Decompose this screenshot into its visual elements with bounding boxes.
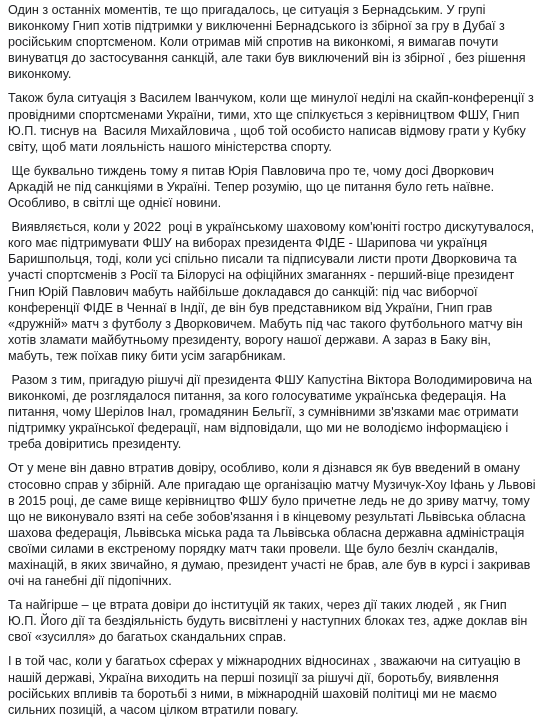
paragraph-fide-elections: Виявляється, коли у 2022 році в українському шаховому ком'юніті гостро дискутувалося, кого має підтримувати ФШУ на виборах президента ФІДЕ - Шарипова чи українця Баришпольця, тоді, коли усі спільно писали та підписували листи проти Дворковича та участі спортсменів з Росії та Білорусі на офіційних змаганнях - перший-віце президент Гнип Юрій Павлович мабуть найбільше докладався до санкцій: під час виборчої конференції ФІДЕ в Ченнаї в Індії, де він був представником від України, Гнип грав «дружній» матч з футболу з Дворковичем. Мабуть під час такого футбольного матчу він хотів зламати майбутньому президенту, ворогу нашої держави. А зараз в Баку він, мабуть, теж поїхав пику бити усім загарбникам. (8, 220, 538, 363)
paragraph-institutions: Та найгірше – це втрата довіри до інституцій як таких, через дії таких людей , як Гнип Ю.П. Його дії та бездіяльність будуть висвітлені у наступних блоках тез, адже доклав він свої «зусилля» до багатьох скандальних справ. (8, 598, 531, 645)
post-body (8, 2, 540, 726)
paragraph-ivanchuk: Також була ситуація з Василем Іванчуком, коли ще минулої неділі на скайп-конференції з провідними спортсменами України, тими, хто ще спілкується з керівництвом ФШУ, Гнип Ю.П. тиснув на Василя Михайловича , щоб той особисто написав відмову грати у Кубку світу, щоб мати лояльність нашого міністерства спорту. (8, 91, 538, 154)
paragraph-bernadsky: Один з останніх моментів, те що пригадалось, це ситуація з Бернадським. У групі виконкому Гнип хотів підтримки у виключенні Бернадського із збірної за гру в Дубаї з російським спортсменом. Коли отримав мій спротив на виконкомі, я вимагав почути винуватця до застосування санкцій, але таки був виключений він із збірної , без рішення виконкому. (8, 3, 530, 82)
paragraph-kapustin: Разом з тим, пригадую рішучі дії президента ФШУ Капустіна Віктора Володимировича на виконкомі, де розглядалося питання, за кого голосуватиме українська федерація. На питання, чому Шерілов Інал, громадянин Бельгії, з сумнівними зв'язками має отримати підтримку української федерації, нам відповідали, що ми не володіємо інформацією і треба довіритись президенту. (8, 372, 536, 452)
paragraph-lost-trust: От у мене він давно втратив довіру, особливо, коли я дізнався як був введений в оману стосовно справ у збірній. Але пригадаю ще організацію матчу Музичук-Хоу Іфань у Львові в 2015 році, де саме вище керівництво ФШУ було причетне ледь не до зриву матчу, тому що не виконувало взяті на себе зобов'язання і в кінцевому результаті Львівська обласна шахова федерація, Львівська міська рада та Львівська обласна державна адміністрація своїми силами в екстреному порядку матч таки провели. Ще було безліч скандалів, махінацій, в яких звичайно, я думаю, президент участі не брав, але був в курсі і закривав очі на ганебні дії підопічних. (8, 461, 540, 589)
paragraph-international: І в той час, коли у багатьох сферах у міжнародних відносинах , зважаючи на ситуацію в нашій державі, Україна виходить на перші позиції за рішучі дії, боротьбу, виявлення російських впливів та боротьбі з ними, в міжнародній шаховій політиці ми не маємо сильних позицій, а часом цілком втратили повагу. (8, 654, 525, 717)
paragraph-dvorkovich-sanctions: Ще буквально тиждень тому я питав Юрія Павловича про те, чому досі Дворкович Аркадій не під санкціями в Україні. Тепер розумію, що це питання було геть наївне. Особливо, в світлі ще однієї новини. (8, 163, 498, 211)
